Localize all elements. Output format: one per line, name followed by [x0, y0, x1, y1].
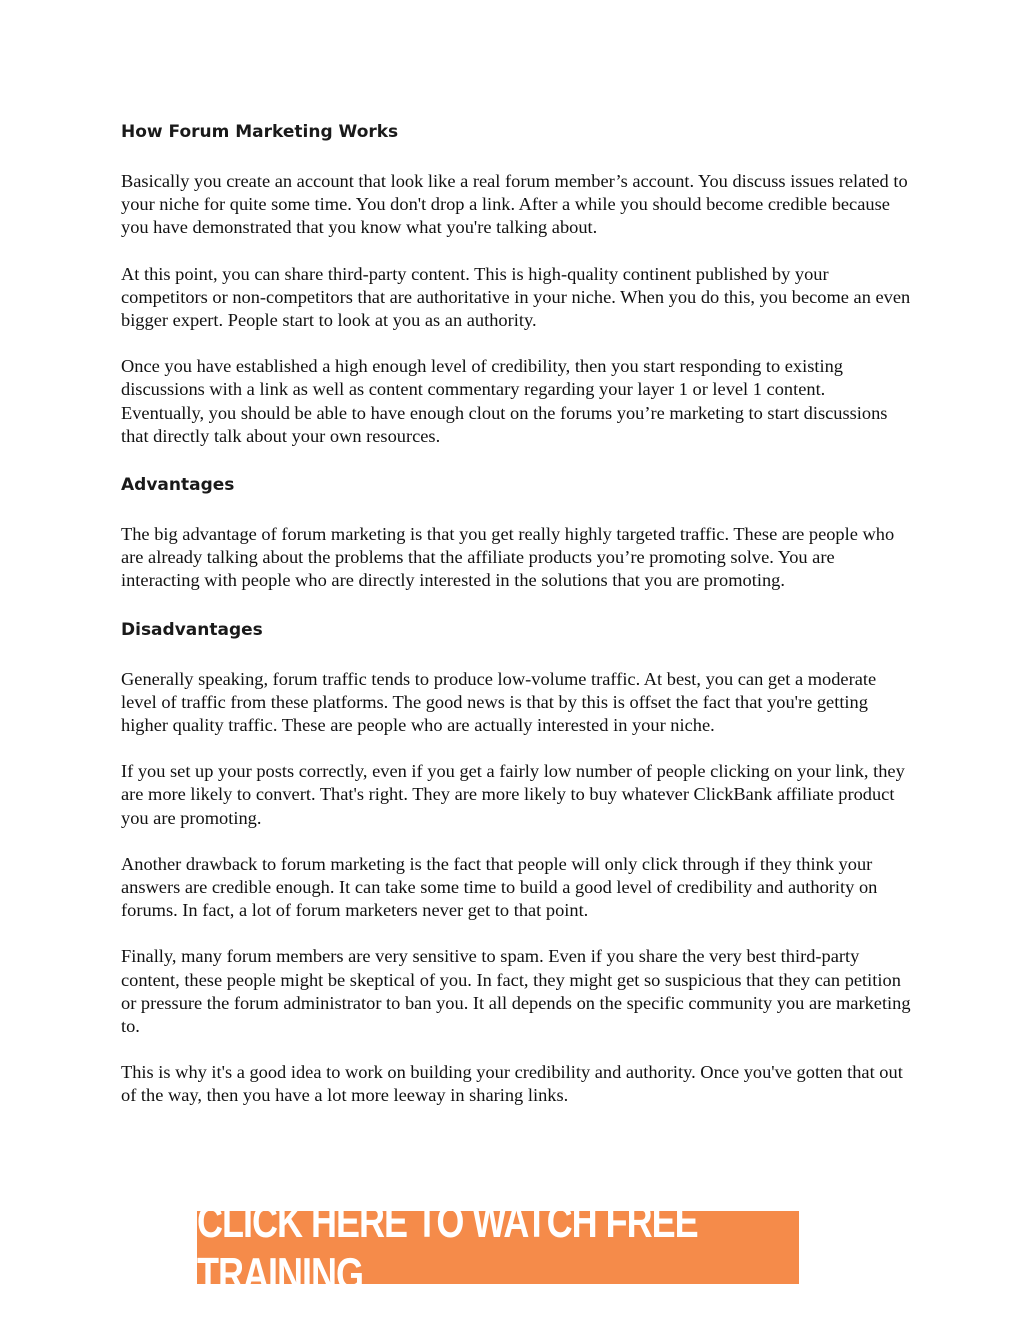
paragraph: This is why it's a good idea to work on building your credibility and authority. Once you've gotten that out of the way, then you have a lot more leeway in sharing links. — [121, 1062, 903, 1106]
paragraph: Finally, many forum members are very sensitive to spam. Even if you share the very best third-party content, these people might be skeptical of you. In fact, they might get so suspicious that they can petition or pressure the forum administrator to ban you. It all depends on the specific community you are marketing to. — [121, 946, 911, 1037]
section-heading-advantages: Advantages — [121, 475, 235, 496]
section-heading-how-forum-marketing-works: How Forum Marketing Works — [121, 122, 399, 142]
paragraph: The big advantage of forum marketing is that you get really highly targeted traffic. These are people who are already talking about the problems that the affiliate products you’re promoting solve. You are interacting with people who are directly interested in the solutions that you are promoting. — [121, 524, 895, 591]
document-body — [121, 118, 911, 1131]
cta-label: CLICK HERE TO WATCH FREE TRAINING — [197, 1195, 698, 1299]
paragraph: Another drawback to forum marketing is the fact that people will only click through if they think your answers are credible enough. It can take some time to build a good level of credibility and authority on forums. In fact, a lot of forum marketers never get to that point. — [121, 853, 878, 921]
paragraph: Once you have established a high enough level of credibility, then you start responding to existing discussions with a link as well as content commentary regarding your layer 1 or level 1 content. Eventually, you should be able to have enough clout on the forums you’re marketing to start discussions that directly talk about your own resources. — [121, 356, 888, 446]
paragraph: Generally speaking, forum traffic tends to produce low-volume traffic. At best, you can get a moderate level of traffic from these platforms. The good news is that by this is offset the fact that you're getting higher quality traffic. These are people who are actually interested in your niche. — [121, 668, 877, 736]
paragraph: At this point, you can share third-party content. This is high-quality continent published by your competitors or non-competitors that are authoritative in your niche. When you do this, you become an even bigger expert. People start to look at you as an authority. — [121, 263, 911, 331]
paragraph: If you set up your posts correctly, even if you get a fairly low number of people clicking on your link, they are more likely to convert. That's right. They are more likely to buy whatever ClickBank affiliate product you are promoting. — [121, 761, 905, 828]
paragraph: Basically you create an account that look like a real forum member’s account. You discuss issues related to your niche for quite some time. You don't drop a link. After a while you should become credible because you have demonstrated that you know what you're talking about. — [121, 171, 908, 238]
watch-free-training-button[interactable] — [197, 1195, 799, 1299]
section-heading-disadvantages: Disadvantages — [121, 619, 263, 640]
